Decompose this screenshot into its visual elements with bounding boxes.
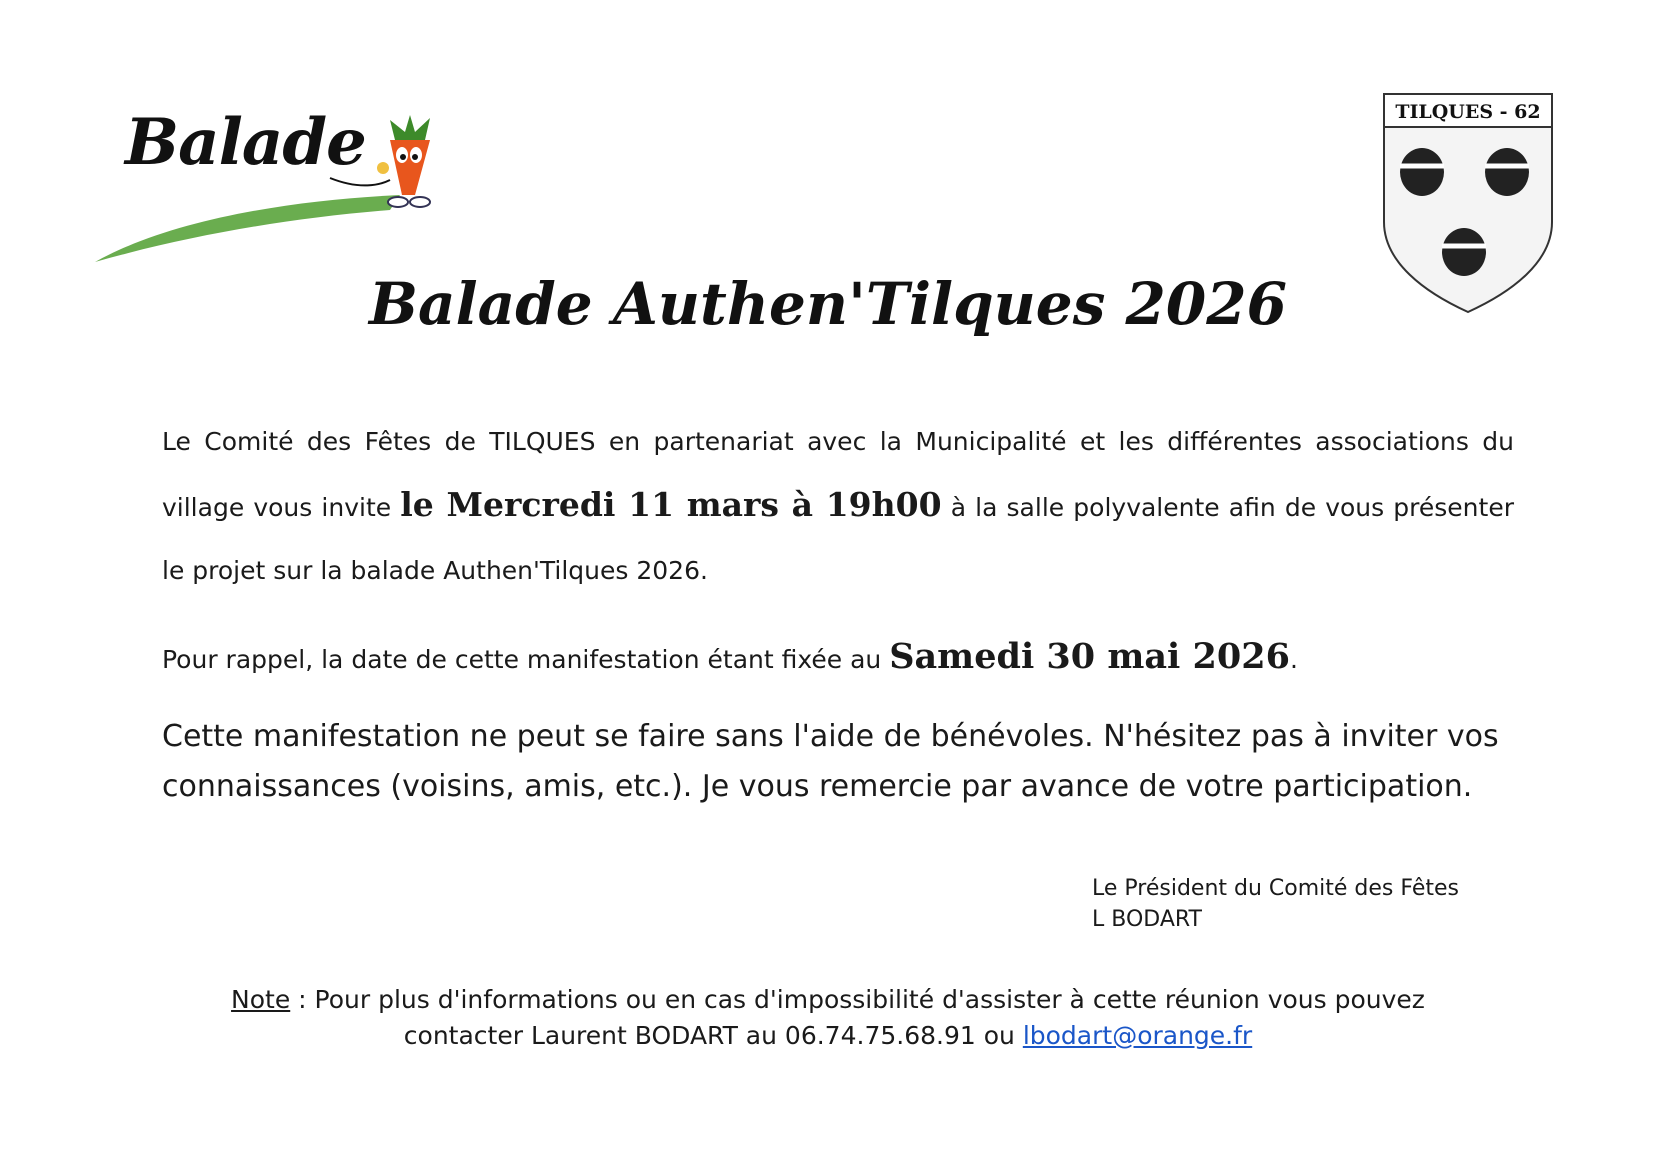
email-link[interactable]: lbodart@orange.fr [1022, 1021, 1253, 1050]
invitation-paragraph [162, 410, 1514, 602]
event-date: Samedi 30 mai 2026 [889, 636, 1290, 677]
carrot-mascot-icon [377, 115, 430, 207]
reminder-paragraph [162, 632, 1514, 685]
signature-block [1092, 873, 1459, 935]
note-text: : Pour plus d'informations ou en cas d'impossibilité d'assister à cette réunion vous pouvez [290, 985, 1425, 1014]
meeting-date: le Mercredi 11 mars à 19h00 [400, 485, 942, 524]
note-label: Note [231, 985, 291, 1014]
note-contact: contacter Laurent BODART au 06.74.75.68.91 ou [403, 1021, 1023, 1050]
volunteers-paragraph: Cette manifestation ne peut se faire sans l'aide de bénévoles. N'hésitez pas à inviter vos connaissances (voisins, amis, etc.). Je vous remercie par avance de votre participation. [162, 719, 1499, 804]
p2-text: Pour rappel, la date de cette manifestation étant fixée au [162, 645, 890, 674]
logo-text: Balade [125, 105, 366, 180]
p2-text-end: . [1289, 645, 1298, 674]
crest-label: TILQUES - 62 [1395, 101, 1541, 123]
green-swoosh [95, 195, 400, 262]
p1-text-end: à la salle polyvalente afin de vous présenter le projet sur la balade Authen'Tilques 2026. [162, 493, 1514, 585]
signature-role: Le Président du Comité des Fêtes [1092, 876, 1459, 901]
signature-name: L BODART [1092, 907, 1202, 932]
note-block [0, 982, 1656, 1054]
p1-text: Le Comité des Fêtes de TILQUES en partenariat avec la Municipalité et les différentes associations du village vous invite [162, 427, 1514, 522]
document-title: Balade Authen'Tilques 2026 [369, 270, 1287, 338]
